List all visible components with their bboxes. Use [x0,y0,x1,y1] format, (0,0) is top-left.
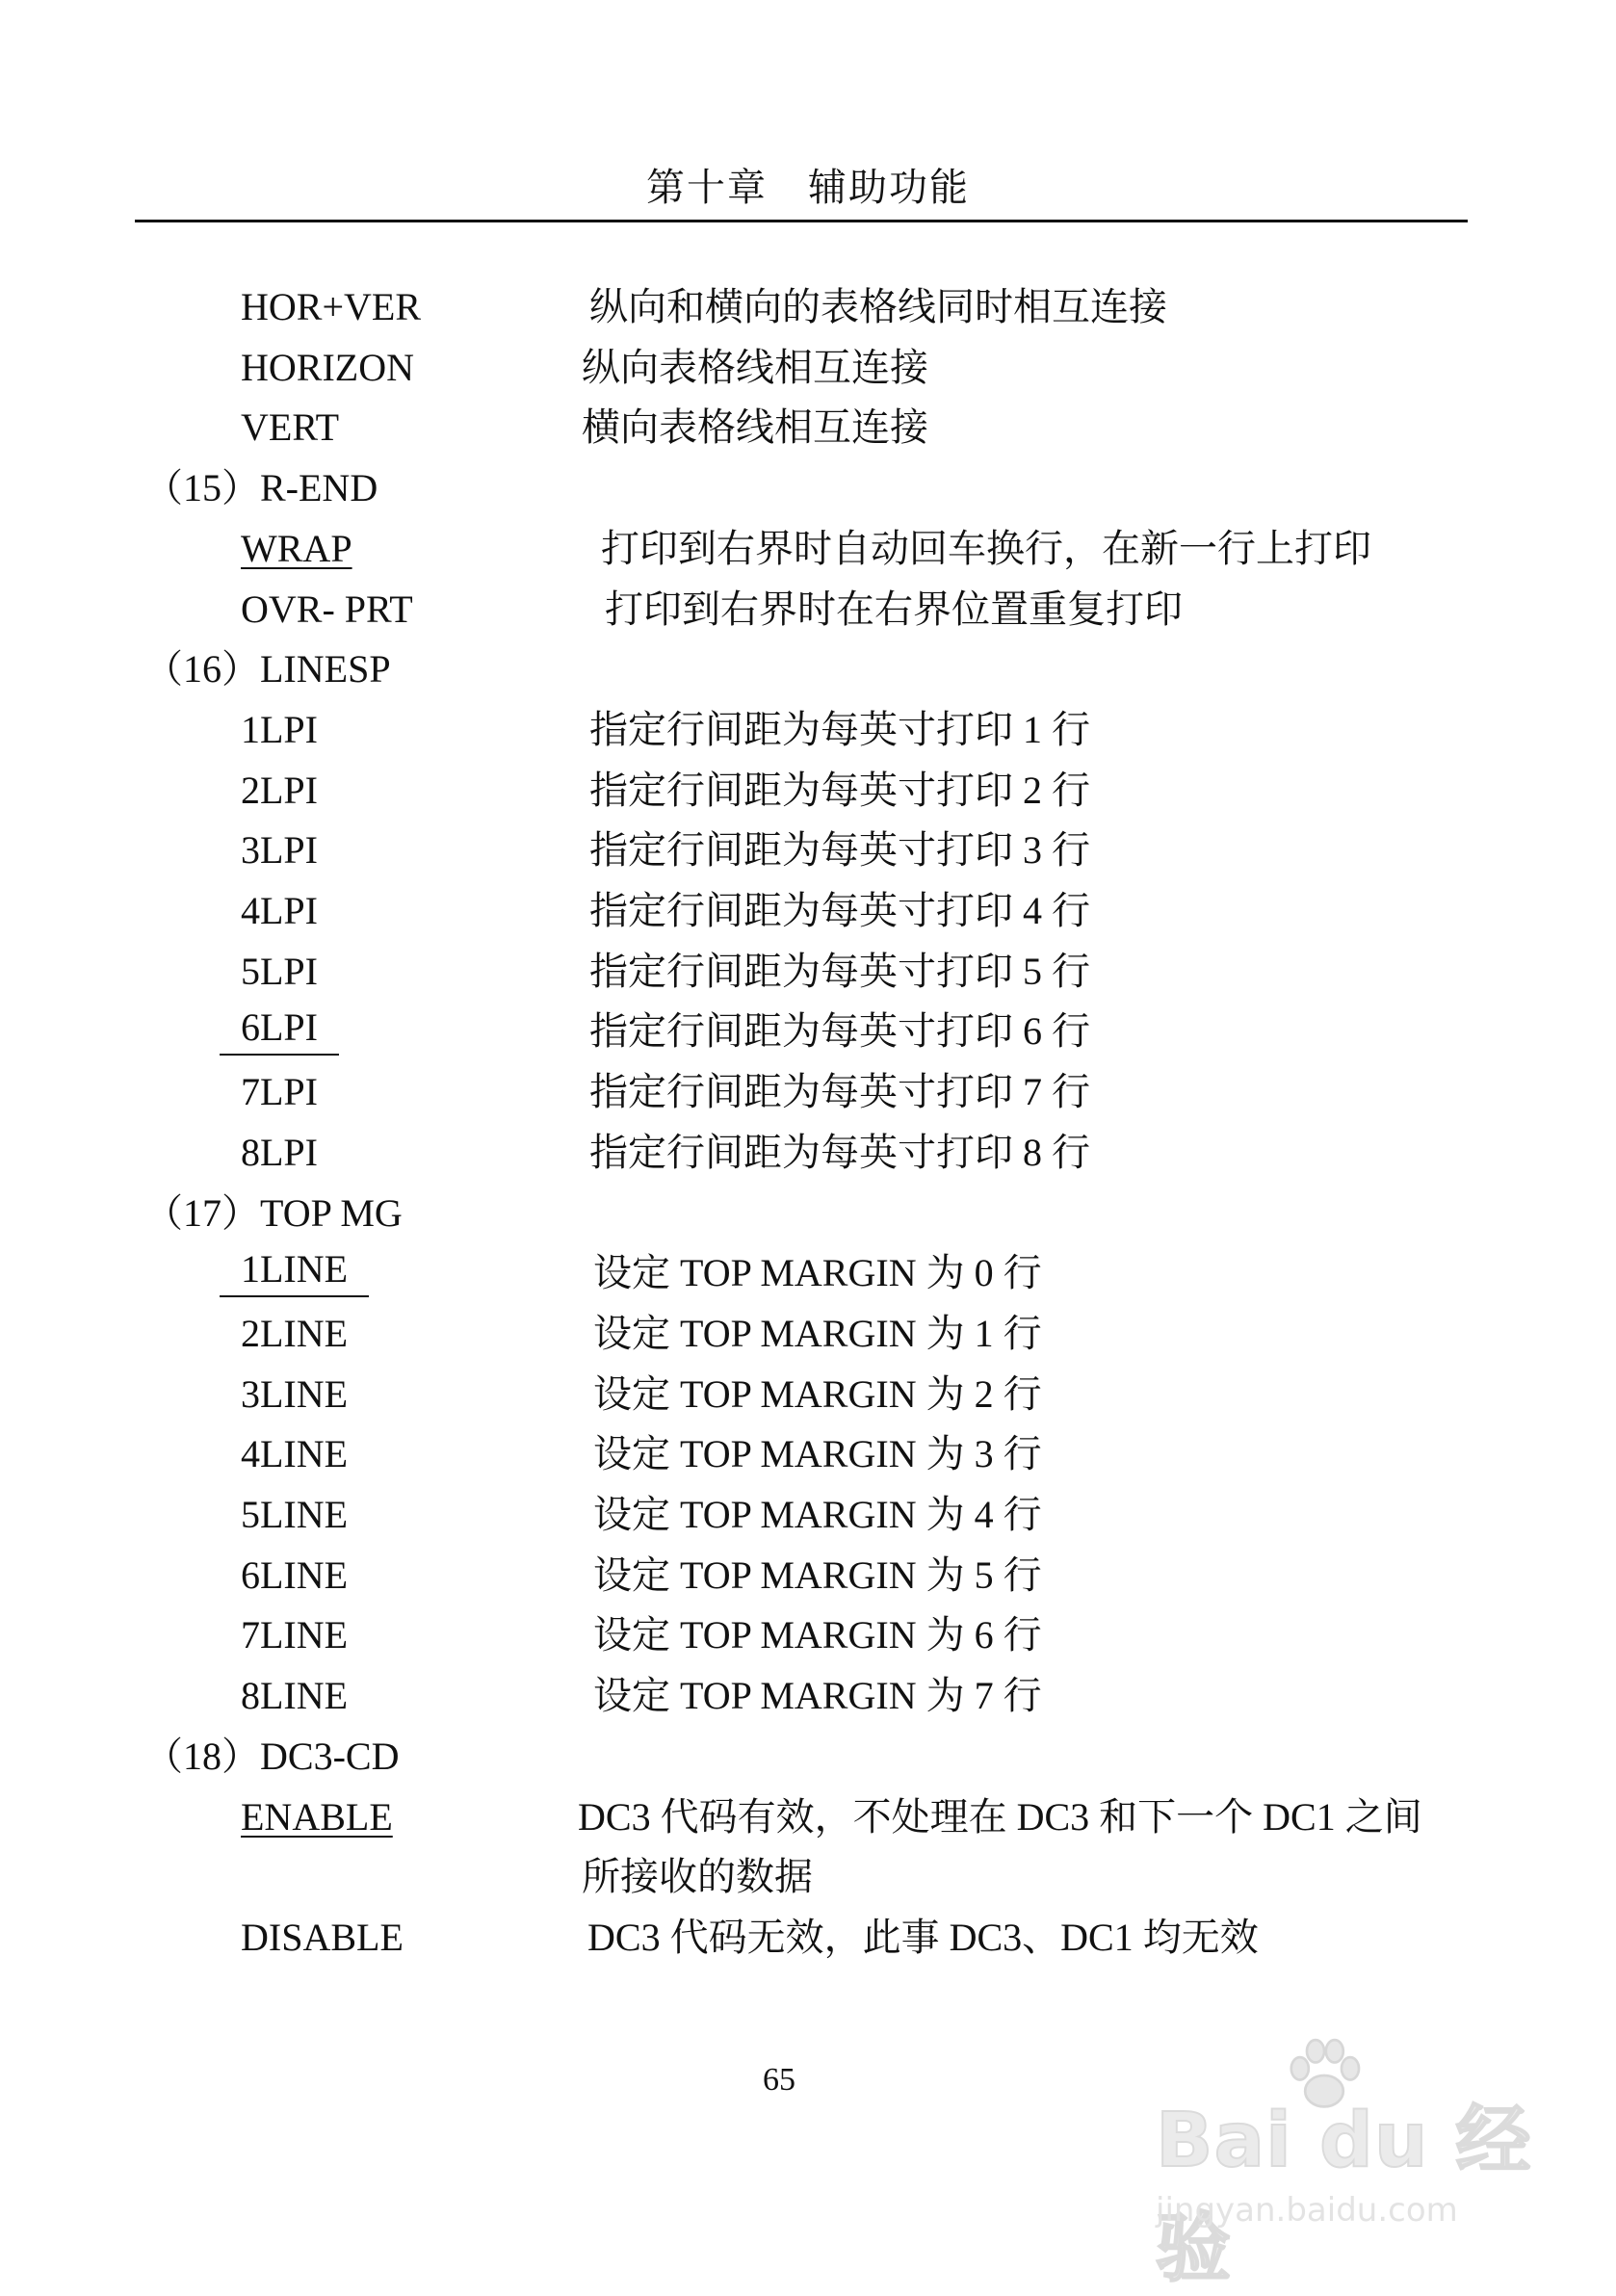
section-heading [0,639,1616,699]
option-key: HORIZON [241,345,414,389]
option-row [0,1365,1616,1424]
option-description: 指定行间距为每英寸打印 2 行 [589,768,1090,812]
header-rule [135,220,1468,222]
option-description: 指定行间距为每英寸打印 8 行 [589,1130,1090,1174]
option-key: 8LPI [241,1130,318,1174]
option-row [0,580,1616,639]
option-continuation [0,1847,1616,1907]
option-row [0,1787,1616,1847]
option-description: 打印到右界时在右界位置重复打印 [605,587,1183,631]
watermark-brand: Bai du 经验 [1156,2098,1532,2292]
option-key-default: 1LINE [220,1243,369,1297]
option-row [0,1304,1616,1364]
section-heading [0,1184,1616,1243]
option-row [0,1908,1616,1968]
option-row [0,1062,1616,1122]
section-label: （16）LINESP [144,647,391,691]
option-key: DISABLE [241,1915,404,1959]
option-description: 设定 TOP MARGIN 为 1 行 [593,1311,1042,1355]
option-description: 所接收的数据 [582,1855,813,1899]
section-label: （17）TOP MG [144,1190,403,1235]
option-key: 6LINE [241,1552,349,1597]
option-key: 7LPI [241,1070,318,1114]
option-description: 指定行间距为每英寸打印 5 行 [589,949,1090,993]
chapter-title: 第十章 辅助功能 [646,166,970,209]
option-description: 设定 TOP MARGIN 为 2 行 [593,1371,1042,1416]
option-row [0,942,1616,1002]
option-description: 指定行间距为每英寸打印 6 行 [589,1009,1090,1054]
option-description: 指定行间距为每英寸打印 1 行 [589,707,1090,751]
option-key: 2LINE [241,1311,349,1355]
option-row [0,1605,1616,1665]
option-description: DC3 代码有效，不处理在 DC3 和下一个 DC1 之间 [578,1794,1422,1839]
option-row [0,1243,1616,1303]
option-row [0,1424,1616,1484]
option-key: VERT [241,405,340,450]
option-key: 3LPI [241,828,318,873]
option-row [0,519,1616,579]
option-key: 8LINE [241,1674,349,1718]
option-key: 3LINE [241,1371,349,1416]
option-key: 2LPI [241,768,318,812]
option-row [0,761,1616,821]
watermark-url: jingyan.baidu.com [1156,2191,1458,2230]
option-row [0,398,1616,457]
option-key: HOR+VER [241,285,422,328]
option-key: OVR- PRT [241,587,413,631]
option-key: 1LPI [241,707,318,751]
option-row [0,821,1616,880]
section-label: （18）DC3-CD [144,1734,400,1778]
section-heading [0,458,1616,518]
option-key-default: WRAP [241,526,352,570]
option-row [0,1123,1616,1183]
option-row [0,1666,1616,1726]
option-description: 指定行间距为每英寸打印 4 行 [589,889,1090,932]
option-row [0,1485,1616,1545]
option-description: 设定 TOP MARGIN 为 6 行 [593,1613,1042,1657]
option-description: 设定 TOP MARGIN 为 7 行 [593,1674,1042,1718]
option-key: 4LPI [241,889,318,932]
option-description: 设定 TOP MARGIN 为 0 行 [593,1251,1042,1295]
baidu-jingyan-watermark [1146,2042,1551,2292]
option-description: 横向表格线相互连接 [582,405,928,450]
option-description: 纵向表格线相互连接 [582,345,928,389]
option-row [0,277,1616,337]
section-label: （15）R-END [144,466,378,510]
option-row [0,1546,1616,1605]
option-description: 设定 TOP MARGIN 为 5 行 [593,1552,1042,1597]
option-row [0,700,1616,760]
option-description: 设定 TOP MARGIN 为 4 行 [593,1493,1042,1536]
option-key: 4LINE [241,1432,349,1476]
option-description: 指定行间距为每英寸打印 7 行 [589,1070,1090,1114]
option-key: 7LINE [241,1613,349,1657]
option-description: DC3 代码无效，此事 DC3、DC1 均无效 [587,1915,1259,1959]
option-key: 5LPI [241,949,318,993]
option-row [0,338,1616,398]
page-number: 65 [763,2062,795,2098]
option-row [0,1002,1616,1061]
option-description: 打印到右界时自动回车换行，在新一行上打印 [601,526,1371,570]
option-key-default: 6LPI [220,1002,339,1056]
option-key: 5LINE [241,1493,349,1536]
option-description: 设定 TOP MARGIN 为 3 行 [593,1432,1042,1476]
option-key-default: ENABLE [241,1794,393,1839]
option-description: 指定行间距为每英寸打印 3 行 [589,828,1090,873]
section-heading [0,1727,1616,1787]
option-row [0,881,1616,941]
option-description: 纵向和横向的表格线同时相互连接 [589,285,1167,328]
